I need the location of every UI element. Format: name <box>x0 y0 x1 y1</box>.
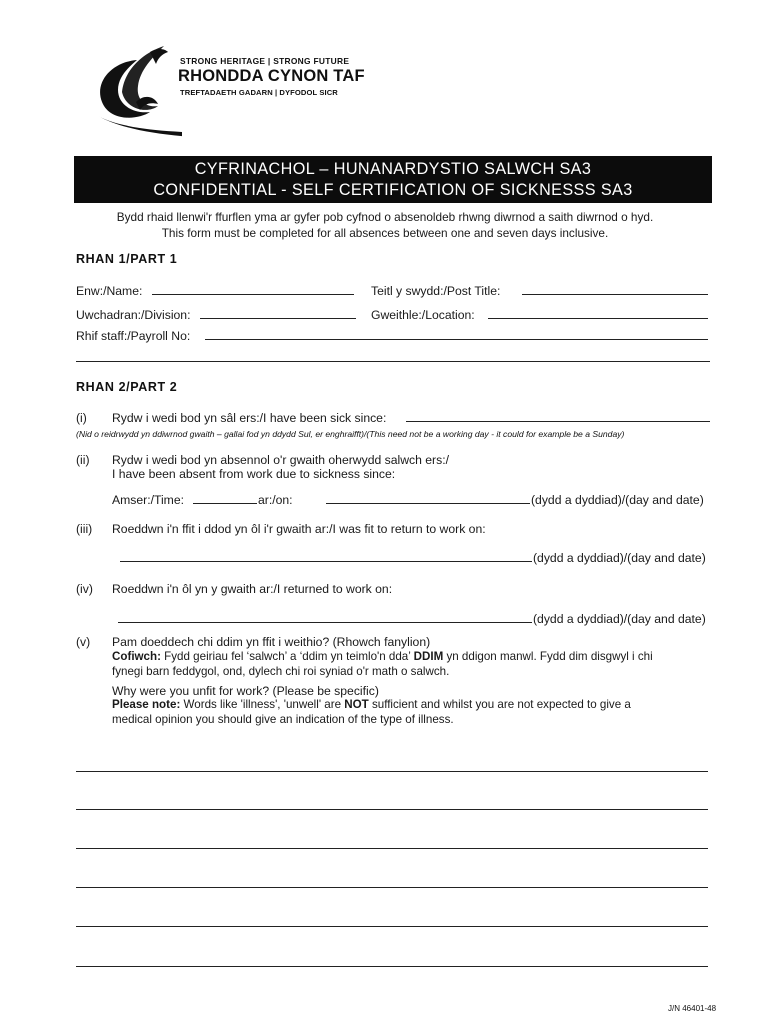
q2-day-date-label: (dydd a dyddiad)/(day and date) <box>531 493 704 507</box>
form-title-banner <box>74 156 712 203</box>
q3-text: Roeddwn i'n ffit i ddod yn ôl i'r gwaith ar:/I was fit to return to work on: <box>112 522 486 536</box>
q5-note-english-emphasis: NOT <box>344 698 369 711</box>
payroll-field[interactable] <box>205 339 708 340</box>
logo-tagline-welsh: TREFTADAETH GADARN | DYFODOL SICR <box>180 88 338 97</box>
post-title-label: Teitl y swydd:/Post Title: <box>371 284 501 298</box>
q5-question-english: Why were you unfit for work? (Please be specific) <box>112 684 379 698</box>
answer-line-3[interactable] <box>76 848 708 849</box>
q1-note: (Nid o reidrwydd yn ddiwrnod gwaith – gallai fod yn ddydd Sul, er enghraifft)/(This need not be a working day - it could for example be a Sunday) <box>76 429 625 439</box>
q3-fit-date-field[interactable] <box>120 561 532 562</box>
q4-number: (iv) <box>76 582 93 596</box>
answer-line-6[interactable] <box>76 966 708 967</box>
payroll-label: Rhif staff:/Payroll No: <box>76 329 191 343</box>
q3-number: (iii) <box>76 522 93 536</box>
q5-note-welsh-emphasis: DDIM <box>413 650 444 663</box>
q4-return-date-field[interactable] <box>118 622 532 623</box>
q5-note-english-part-a: Words like 'illness', 'unwell' are <box>180 698 345 711</box>
location-field[interactable] <box>488 318 708 319</box>
q5-note-english-line2: medical opinion you should give an indication of the type of illness. <box>112 713 454 726</box>
part2-heading: RHAN 2/PART 2 <box>76 380 178 394</box>
title-english: CONFIDENTIAL - SELF CERTIFICATION OF SICKNESSS SA3 <box>153 181 633 199</box>
form-reference: J/N 46401-48 <box>668 1004 717 1013</box>
q5-note-welsh-part-a: Fydd geiriau fel ‘salwch’ a ‘ddim yn teimlo'n dda’ <box>160 650 414 663</box>
q5-question-welsh: Pam doeddech chi ddim yn ffit i weithio? (Rhowch fanylion) <box>112 635 431 649</box>
q4-day-date-label: (dydd a dyddiad)/(day and date) <box>533 612 706 626</box>
q2-time-label: Amser:/Time: <box>112 493 184 507</box>
logo-tagline-english: STRONG HERITAGE | STRONG FUTURE <box>180 56 350 66</box>
council-logo <box>92 42 382 142</box>
post-title-field[interactable] <box>522 294 708 295</box>
q2-time-field[interactable] <box>193 503 257 504</box>
q2-on-label: ar:/on: <box>258 493 293 507</box>
q5-note-english-label: Please note: <box>112 698 181 711</box>
name-label: Enw:/Name: <box>76 284 143 298</box>
location-label: Gweithle:/Location: <box>371 308 475 322</box>
answer-line-1[interactable] <box>76 771 708 772</box>
answer-line-2[interactable] <box>76 809 708 810</box>
intro-welsh: Bydd rhaid llenwi'r ffurflen yma ar gyfer pob cyfnod o absenoldeb rhwng diwrnod a saith diwrnod o hyd. <box>116 210 654 224</box>
answer-line-4[interactable] <box>76 887 708 888</box>
q5-note-english-part-b: sufficient and whilst you are not expected to give a <box>368 698 631 711</box>
q5-number: (v) <box>76 635 91 649</box>
q2-text-welsh: Rydw i wedi bod yn absennol o'r gwaith oherwydd salwch ers:/ <box>112 453 449 467</box>
logo-council-name: RHONDDA CYNON TAF <box>178 67 365 85</box>
section-divider <box>76 361 710 362</box>
title-welsh: CYFRINACHOL – HUNANARDYSTIO SALWCH SA3 <box>194 160 592 178</box>
answer-line-5[interactable] <box>76 926 708 927</box>
q2-text-english: I have been absent from work due to sickness since: <box>112 467 396 481</box>
q5-note-welsh-part-b: yn ddigon manwl. Fydd dim disgwyl i chi <box>443 650 653 663</box>
intro-english: This form must be completed for all absences between one and seven days inclusive. <box>161 226 609 240</box>
q1-number: (i) <box>76 411 87 425</box>
q1-sick-since-field[interactable] <box>406 421 710 422</box>
q5-note-welsh <box>112 650 653 664</box>
division-label: Uwchadran:/Division: <box>76 308 191 322</box>
q5-note-welsh-label: Cofiwch: <box>112 650 161 663</box>
part1-heading: RHAN 1/PART 1 <box>76 252 178 266</box>
q5-note-english <box>112 698 631 712</box>
q3-day-date-label: (dydd a dyddiad)/(day and date) <box>533 551 706 565</box>
name-field[interactable] <box>152 294 354 295</box>
q2-number: (ii) <box>76 453 90 467</box>
q2-date-field[interactable] <box>326 503 530 504</box>
q5-note-welsh-line2: fynegi barn feddygol, ond, dylech chi roi syniad o'r math o salwch. <box>112 665 450 678</box>
division-field[interactable] <box>200 318 356 319</box>
dragon-logo-icon <box>92 42 182 137</box>
q4-text: Roeddwn i'n ôl yn y gwaith ar:/I returned to work on: <box>112 582 393 596</box>
q1-text: Rydw i wedi bod yn sâl ers:/I have been sick since: <box>112 411 387 425</box>
